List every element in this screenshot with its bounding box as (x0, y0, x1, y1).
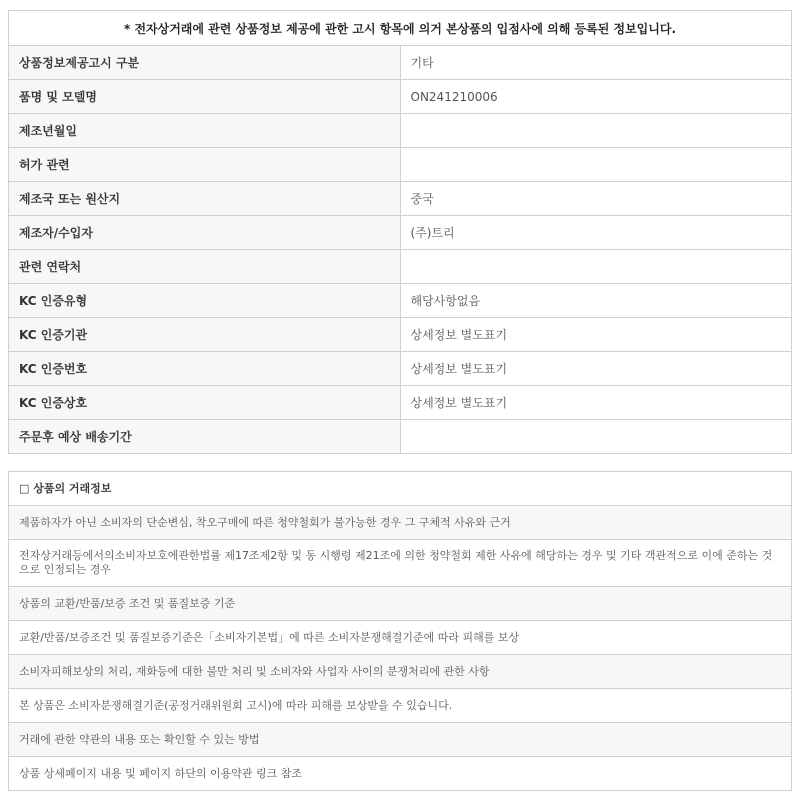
trade-question-withdrawal: 제품하자가 아닌 소비자의 단순변심, 착오구매에 따른 청약철회가 불가능한 경우 그 구체적 사유와 근거 (9, 506, 792, 540)
notice-label-category: 상품정보제공고시 구분 (9, 46, 401, 80)
trade-question-terms: 거래에 관한 약관의 내용 또는 확인할 수 있는 방법 (9, 723, 792, 757)
notice-header: * 전자상거래에 관련 상품정보 제공에 관한 고시 항목에 의거 본상품의 입점사에 의해 등록된 정보입니다. (9, 11, 792, 46)
notice-value-permit (400, 148, 792, 182)
notice-row (9, 80, 792, 114)
trade-answer-withdrawal: 전자상거래등에서의소비자보호에관한법률 제17조제2항 및 동 시행령 제21조에 의한 청약철회 제한 사유에 해당하는 경우 및 기타 객관적으로 이에 준하는 것으로 인정되는 경우 (9, 540, 792, 587)
product-notice-table (8, 10, 792, 454)
notice-row (9, 216, 792, 250)
notice-value-kc-number: 상세정보 별도표기 (400, 352, 792, 386)
trade-info-table (8, 471, 792, 791)
notice-row (9, 386, 792, 420)
trade-row (9, 506, 792, 540)
trade-title-row (9, 472, 792, 506)
notice-label-kc-number: KC 인증번호 (9, 352, 401, 386)
notice-value-manufacturer: (주)트리 (400, 216, 792, 250)
notice-value-kc-company: 상세정보 별도표기 (400, 386, 792, 420)
notice-value-manufacture-date (400, 114, 792, 148)
trade-row (9, 723, 792, 757)
notice-label-manufacturer: 제조자/수입자 (9, 216, 401, 250)
notice-row (9, 352, 792, 386)
notice-label-origin: 제조국 또는 원산지 (9, 182, 401, 216)
trade-answer-terms: 상품 상세페이지 내용 및 페이지 하단의 이용약관 링크 참조 (9, 757, 792, 791)
notice-label-manufacture-date: 제조년월일 (9, 114, 401, 148)
notice-value-category: 기타 (400, 46, 792, 80)
notice-label-model: 품명 및 모델명 (9, 80, 401, 114)
notice-row (9, 114, 792, 148)
notice-row (9, 420, 792, 454)
notice-label-kc-type: KC 인증유형 (9, 284, 401, 318)
trade-row (9, 689, 792, 723)
notice-value-origin: 중국 (400, 182, 792, 216)
notice-row (9, 148, 792, 182)
notice-row (9, 250, 792, 284)
notice-label-contact: 관련 연락처 (9, 250, 401, 284)
trade-row (9, 757, 792, 791)
notice-value-kc-agency: 상세정보 별도표기 (400, 318, 792, 352)
trade-row (9, 540, 792, 587)
notice-label-permit: 허가 관련 (9, 148, 401, 182)
trade-answer-exchange: 교환/반품/보증조건 및 품질보증기준은「소비자기본법」에 따른 소비자분쟁해결기준에 따라 피해를 보상 (9, 621, 792, 655)
trade-section-title: □ 상품의 거래정보 (9, 472, 792, 506)
trade-row (9, 621, 792, 655)
notice-header-row (9, 11, 792, 46)
notice-row (9, 46, 792, 80)
notice-label-kc-company: KC 인증상호 (9, 386, 401, 420)
notice-value-delivery-period (400, 420, 792, 454)
notice-row (9, 182, 792, 216)
notice-value-contact (400, 250, 792, 284)
notice-label-kc-agency: KC 인증기관 (9, 318, 401, 352)
trade-row (9, 655, 792, 689)
notice-row (9, 284, 792, 318)
trade-question-compensation: 소비자피해보상의 처리, 재화등에 대한 불만 처리 및 소비자와 사업자 사이의 분쟁처리에 관한 사항 (9, 655, 792, 689)
trade-question-exchange: 상품의 교환/반품/보증 조건 및 품질보증 기준 (9, 587, 792, 621)
notice-value-model: ON241210006 (400, 80, 792, 114)
trade-answer-compensation: 본 상품은 소비자분쟁해결기준(공정거래위원회 고시)에 따라 피해를 보상받을 수 있습니다. (9, 689, 792, 723)
notice-row (9, 318, 792, 352)
trade-row (9, 587, 792, 621)
notice-label-delivery-period: 주문후 예상 배송기간 (9, 420, 401, 454)
notice-value-kc-type: 해당사항없음 (400, 284, 792, 318)
